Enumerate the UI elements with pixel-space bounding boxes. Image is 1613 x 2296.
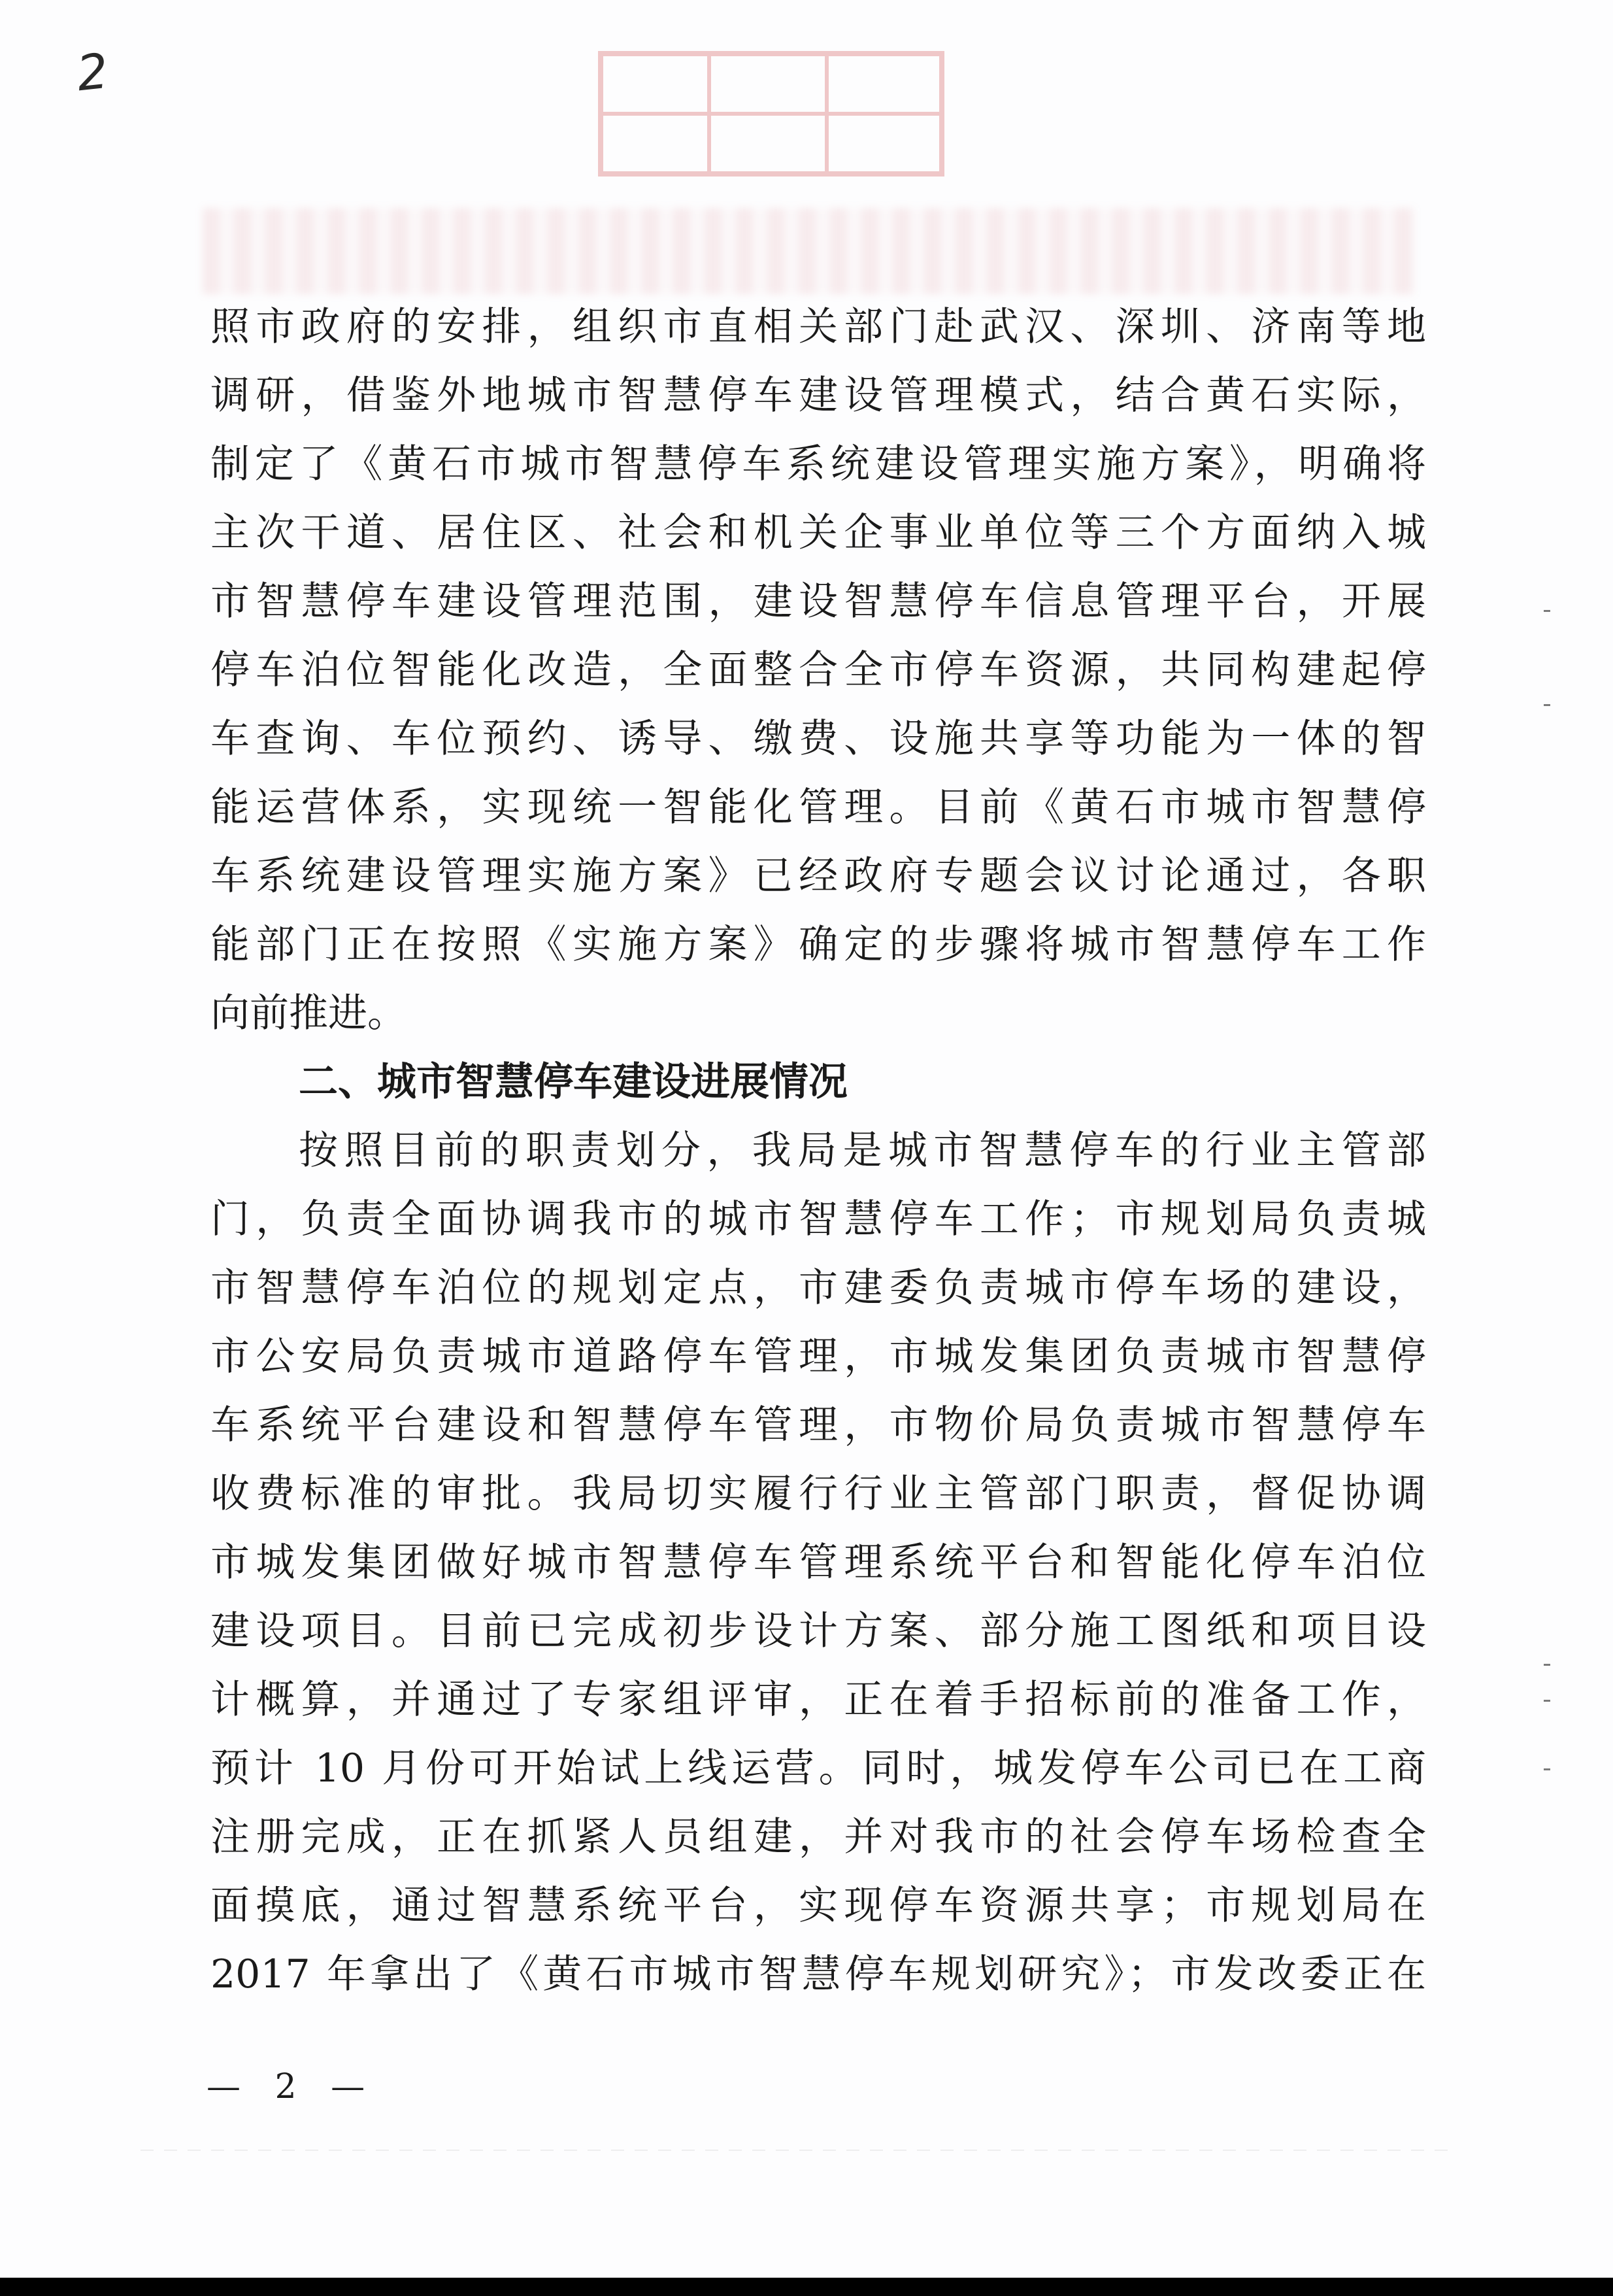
text-line: 面摸底，通过智慧系统平台，实现停车资源共享；市规划局在 — [210, 1883, 1426, 1929]
paragraph-2 — [210, 1117, 1426, 2009]
text-line: 2017 年拿出了《黄石市城市智慧停车规划研究》；市发改委正在 — [210, 1951, 1426, 1997]
text-line: 市智慧停车泊位的规划定点，市建委负责城市停车场的建设， — [210, 1265, 1426, 1311]
received-stamp — [598, 51, 944, 177]
stamp-cell — [827, 114, 941, 173]
text-line: 停车泊位智能化改造，全面整合全市停车资源，共同构建起停 — [210, 647, 1426, 693]
text-line: 建设项目。目前已完成初步设计方案、部分施工图纸和项目设 — [210, 1608, 1426, 1654]
scan-edge-mark — [1544, 610, 1550, 612]
text-line: 门，负责全面协调我市的城市智慧停车工作；市规划局负责城 — [210, 1196, 1426, 1242]
text-line: 按照目前的职责划分，我局是城市智慧停车的行业主管部 — [299, 1128, 1426, 1173]
paragraph-1 — [210, 293, 1426, 1048]
text-line: 市智慧停车建设管理范围，建设智慧停车信息管理平台，开展 — [210, 579, 1426, 624]
scan-edge-mark — [1544, 1768, 1550, 1770]
body-text — [210, 293, 1426, 2009]
text-line: 向前推进。 — [210, 990, 407, 1036]
scan-edge-mark — [1544, 704, 1550, 706]
text-line: 市城发集团做好城市智慧停车管理系统平台和智能化停车泊位 — [210, 1540, 1426, 1585]
stamp-cell — [827, 54, 941, 114]
page-number: — 2 — — [207, 2067, 377, 2106]
text-line: 调研，借鉴外地城市智慧停车建设管理模式，结合黄石实际， — [210, 373, 1426, 418]
scan-edge-mark — [1544, 1700, 1550, 1702]
text-line: 能部门正在按照《实施方案》确定的步骤将城市智慧停车工作 — [210, 922, 1426, 968]
text-line: 车查询、车位预约、诱导、缴费、设施共享等功能为一体的智 — [210, 716, 1426, 762]
text-line: 收费标准的审批。我局切实履行行业主管部门职责，督促协调 — [210, 1471, 1426, 1517]
red-header-bleed-through — [203, 208, 1415, 294]
text-line: 主次干道、居住区、社会和机关企事业单位等三个方面纳入城 — [210, 510, 1426, 556]
stamp-cell — [709, 114, 827, 173]
text-line: 计概算，并通过了专家组评审，正在着手招标前的准备工作， — [210, 1677, 1426, 1723]
text-line: 车系统建设管理实施方案》已经政府专题会议讨论通过，各职 — [210, 853, 1426, 899]
scan-edge-mark — [1544, 1664, 1550, 1666]
scan-bottom-edge — [0, 2278, 1613, 2296]
text-line: 市公安局负责城市道路停车管理，市城发集团负责城市智慧停 — [210, 1334, 1426, 1379]
stamp-cell — [601, 54, 709, 114]
text-line: 能运营体系，实现统一智能化管理。目前《黄石市城市智慧停 — [210, 785, 1426, 830]
stamp-cell — [709, 54, 827, 114]
text-line: 注册完成，正在抓紧人员组建，并对我市的社会停车场检查全 — [210, 1814, 1426, 1860]
stamp-cell — [601, 114, 709, 173]
section-heading: 二、城市智慧停车建设进展情况 — [299, 1059, 848, 1105]
text-line: 制定了《黄石市城市智慧停车系统建设管理实施方案》，明确将 — [210, 441, 1426, 487]
text-line: 车系统平台建设和智慧停车管理，市物价局负责城市智慧停车 — [210, 1402, 1426, 1448]
handwritten-page-mark: 2 — [74, 42, 111, 103]
text-line: 照市政府的安排，组织市直相关部门赴武汉、深圳、济南等地 — [210, 304, 1426, 350]
scan-artifact-line — [141, 2150, 1448, 2151]
text-line: 预计 10 月份可开始试上线运营。同时，城发停车公司已在工商 — [210, 1746, 1426, 1791]
